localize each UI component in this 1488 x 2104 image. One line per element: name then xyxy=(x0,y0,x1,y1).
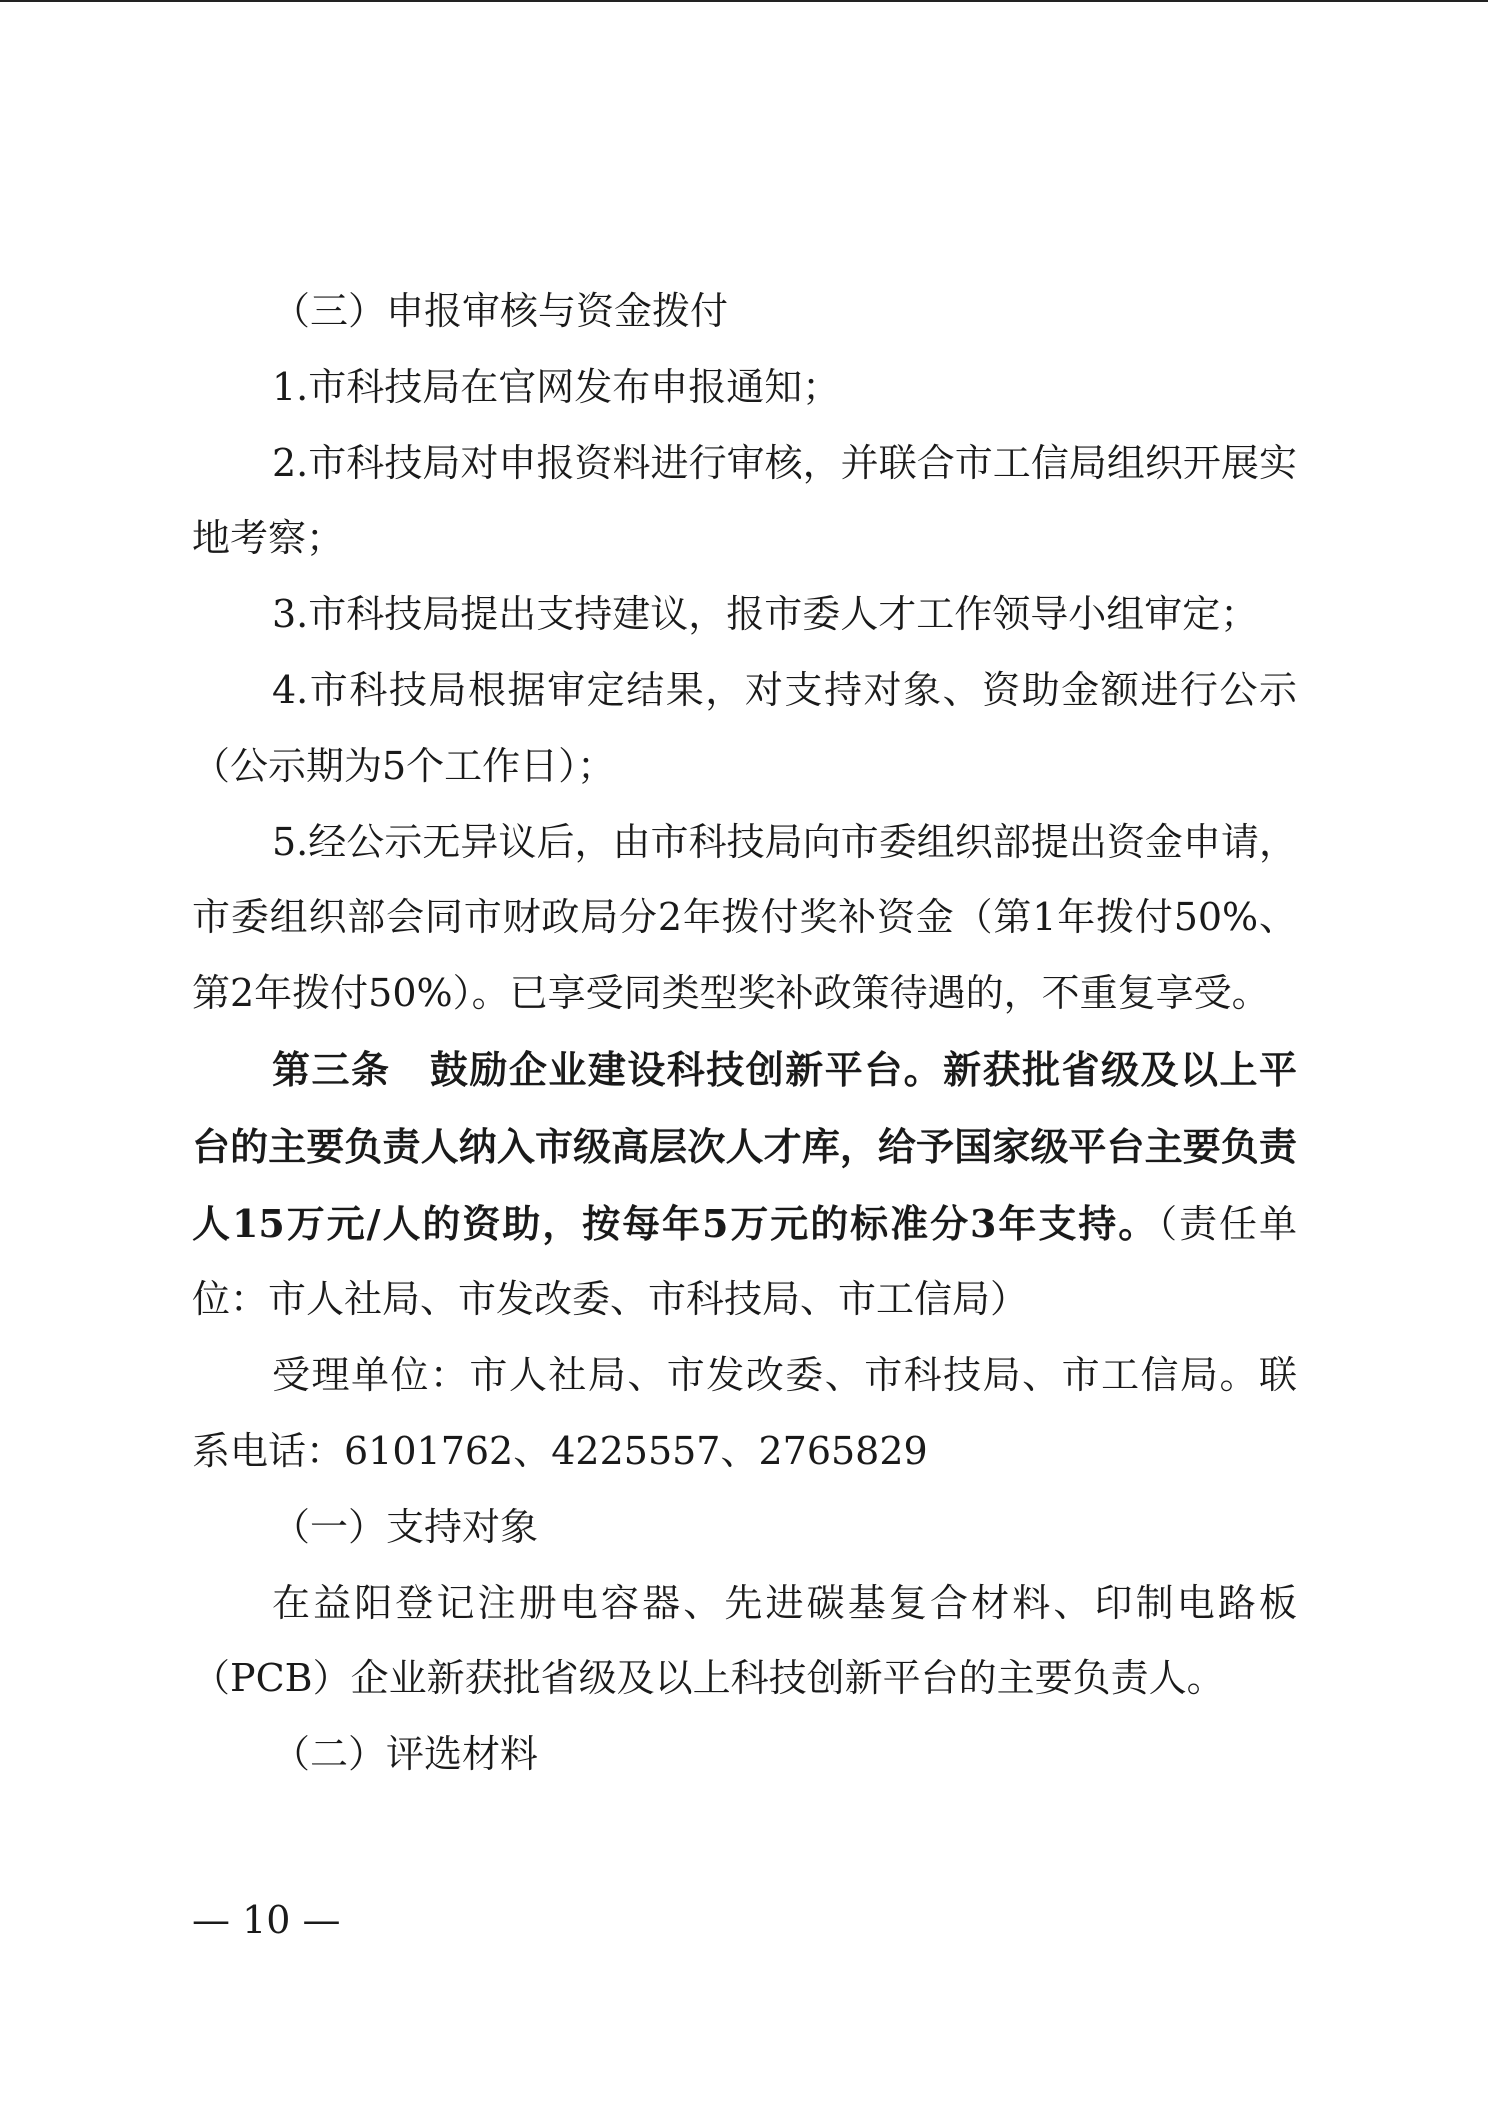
item-2: 2.市科技局对申报资料进行审核，并联合市工信局组织开展实地考察； xyxy=(192,440,1297,561)
item-4: 4.市科技局根据审定结果，对支持对象、资助金额进行公示（公示期为5个工作日）； xyxy=(192,667,1297,788)
sub-1-heading: （一）支持对象 xyxy=(272,1504,539,1549)
section-3-heading: （三）申报审核与资金拨付 xyxy=(272,289,729,333)
top-border-line xyxy=(0,0,1488,2)
page-number: — 10 — xyxy=(192,1898,341,1942)
item-1: 1.市科技局在官网发布申报通知； xyxy=(272,364,841,409)
document-body xyxy=(192,274,1297,1793)
article-3-bold-text: 第三条 鼓励企业建设科技创新平台。新获批省级及以上平台的主要负责人纳入市级高层次人才库，给予国家级平台主要负责人15万元/人的资助，按每年5万元的标准分3年支持。 xyxy=(192,1046,1297,1246)
item-5: 5.经公示无异议后，由市科技局向市委组织部提出资金申请，市委组织部会同市财政局分2年拨付奖补资金（第1年拨付50%、第2年拨付50%）。已享受同类型奖补政策待遇的，不重复享受。 xyxy=(192,819,1297,1016)
acceptance-units: 受理单位：市人社局、市发改委、市科技局、市工信局。联系电话：6101762、4225557、2765829 xyxy=(192,1353,1297,1473)
article-3 xyxy=(192,1032,1297,1338)
sub-2-heading: （二）评选材料 xyxy=(272,1732,539,1777)
item-3: 3.市科技局提出支持建议，报市委人才工作领导小组审定； xyxy=(272,592,1259,637)
article-3-responsible-units: （责任单位：市人社局、市发改委、市科技局、市工信局） xyxy=(192,1201,1297,1322)
support-target: 在益阳登记注册电容器、先进碳基复合材料、印制电路板（PCB）企业新获批省级及以上科技创新平台的主要负责人。 xyxy=(192,1580,1297,1701)
